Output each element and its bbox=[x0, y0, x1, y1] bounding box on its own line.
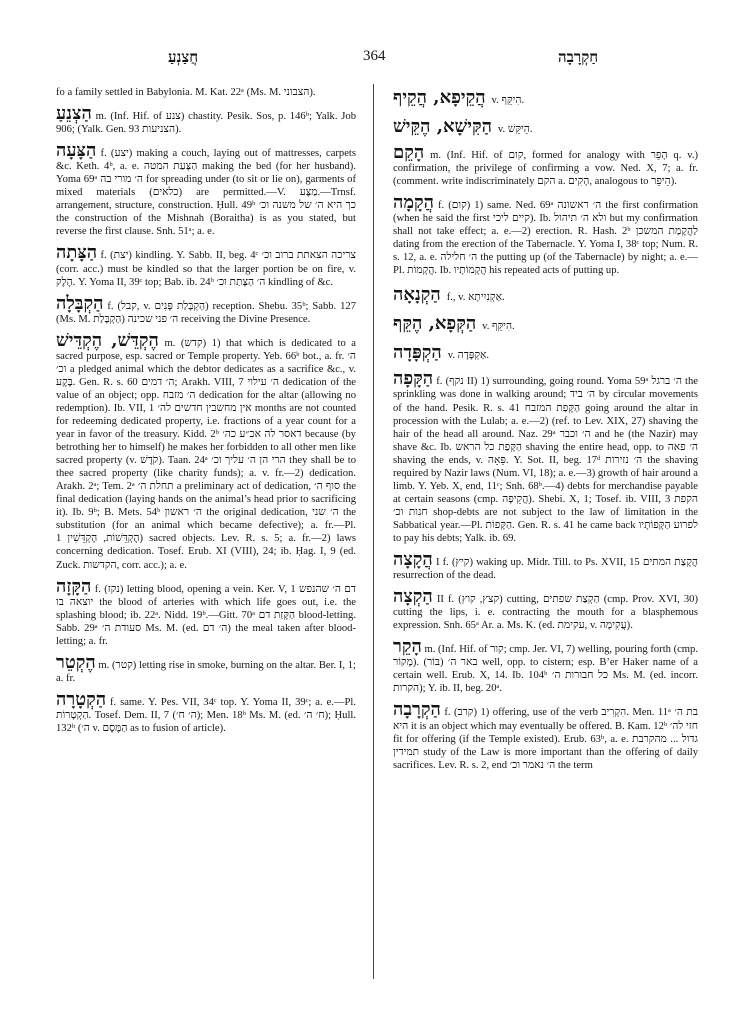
header-right-word: חַקְרָבָה bbox=[558, 48, 599, 66]
right-column bbox=[393, 86, 698, 778]
entry-body: f. same. Y. Pes. VII, 34ᶜ top. Y. Yoma II, 39ᶜ; a. e.—Pl. הַקְטָרוֹת. Tosef. Dem. II, 7 (ה׳ ח׳); Men. 18ᵇ Ms. M. (ed. ח׳ ה׳); Ḥull. 132ᵇ (ה׳ v. הַמֶּסֶם as to fusion of article). bbox=[56, 696, 356, 734]
dictionary-entry bbox=[393, 194, 698, 277]
dictionary-entry bbox=[393, 341, 698, 368]
entry-headword: הַצָּתָה bbox=[56, 242, 98, 264]
entry-headword: הַקְבָּלָה bbox=[56, 292, 104, 314]
entry-headword: הֲקֵיפָא, הֲקֵיף bbox=[393, 87, 486, 108]
entry-headword: הַקְנָאָה bbox=[393, 284, 441, 306]
entry-headword: הָקֵר bbox=[393, 636, 422, 658]
entry-body: f. (יצע) making a couch, laying out of mattresses, carpets &c. Keth. 4ᵇ, a. e. הַצָּעַת המטה making the bed (for her husband). Yoma 69ᵃ ה׳ מורי בה for spreading under (to sit or lie on), garments of mixed materials (כלאים) are permitted.—V. מַצָּע.—Trnsf. arrangement, structure, construction. Ḥull. 49ᵇ כך היא ה׳ של משנה וכ׳ the construction of the Mishnah (Boraitha) is as you stated, but reverse the first clause. Snh. 51ᵃ; a. e. bbox=[56, 148, 356, 238]
running-header bbox=[0, 48, 750, 72]
entry-body: f. (קצץ, קוץ) cutting, הַקְצַת שפתים (cmp. Prov. XVI, 30) cutting the lips, i. e. contracting the mouth for a blasphemous expression. Snh. 65ᵃ Ar. a. Ms. K. (ed. עקימת, v. עֲקִימָה). bbox=[393, 594, 699, 632]
dictionary-entry bbox=[56, 329, 356, 572]
dictionary-entry bbox=[56, 292, 356, 326]
dictionary-entry bbox=[393, 701, 698, 771]
dictionary-entry bbox=[393, 370, 698, 545]
dictionary-entry bbox=[393, 638, 698, 695]
dictionary-entry bbox=[56, 105, 356, 136]
entry-headword: הַקְרָבָה bbox=[393, 699, 441, 721]
entry-headword: הַקְצָה bbox=[393, 586, 433, 608]
entry-headword: הַקִּישָׁא, הֶקֵּישׁ bbox=[393, 116, 492, 137]
entry-body: f., v. אַקְנִיִיתָא. bbox=[446, 292, 505, 304]
column-divider bbox=[373, 84, 374, 979]
entry-homonym-number: II bbox=[436, 594, 444, 606]
entry-homonym-number: I bbox=[435, 557, 440, 569]
entry-body: v. הֵיקֵּשׁ. bbox=[497, 124, 533, 135]
entry-headword: הַקְטָרָה bbox=[56, 688, 107, 710]
entry-body: m. (קטר) letting rise in smoke, burning on the altar. Ber. I, 1; a. fr. bbox=[56, 659, 356, 684]
entry-headword: הַצָּעָה bbox=[56, 140, 97, 162]
dictionary-entry bbox=[393, 588, 698, 632]
entry-body: m. (קדש) 1) that which is dedicated to a sacred purpose, esp. sacred or Temple property. Yeb. 66ᵇ bot., a. fr. ה׳ וכ׳ a pledged animal which the debtor dedicates as a sacrifice &c., v. בֶּקֶע. Gen. R. s. 60 ה׳ דמים; Arakh. VIII, 7 ה׳ עילוי dedication of the value of an object; opp. ה׳ מזבח dedication for the altar (allowing no redemption). Ib. VII, 1 אין מחשבין חדשים לה׳ months are not counted for redeeming dedicated property, i.e. fractions of a year count for a year in favor of the treasury. Kidd. 2ᵇ דאסר לה אכ״ע כה׳ because (by betrothing her to himself) he makes her forbidden to all other men like sacred property (v. קֹדֶשׁ). Taan. 24ᵃ הרי הן ה׳ עליך וכ׳ they shall be to thee sacred property (like charity funds); a. v. fr.—2) dedication. Arakh. 2ᵃ; Tem. 2ᵃ תחלת ה׳ a preliminary act of dedication, סוף ה׳ the final dedication (laying hands on the animal’s head prior to sacrificing it). Ib. 9ᵇ; B. Mets. 54ᵇ ה׳ ראשון the original dedication, ה׳ שני the substitution (for an animal which became defective); a. fr.—Pl. הֶקְדֵּשׁוֹת, הֶקְדֵּשִׁין 1) sacred objects. Lev. R. s. 5; a. fr.—2) laws concerning dedication. Tosef. Erub. XI (VIII), 24; ib. Ḥag. I, 9 (ed. Zuck. הקדשות, corr. acc.); a. e. bbox=[56, 337, 356, 571]
entry-headword: הַקְּפָא, הֶקֵּף bbox=[393, 313, 477, 335]
entry-headword: הָקֵם bbox=[393, 142, 425, 163]
entry-body: f. (קום) 1) same. Ned. 69ᵃ ה׳ ראשונה the first confirmation (when he said the first קיים ליכי). Ib. ולא ה׳ תיהול but my confirmation shall not take effect; a. e.—2) erection. R. Hash. 2ᵇ לַהֲקָמַת המשכן dating from the erection of the Tabernacle. Y. Yoma I, 38ᶜ top; Num. R. s. 12, a. e. ה׳ חלילה the putting up (of the Tabernacle) by night; a. e.—Pl. הֲקָמוֹת. Ib. הֲקָמוֹתָיו his repeated acts of putting up. bbox=[393, 200, 699, 277]
page-number: 364 bbox=[363, 48, 386, 64]
left-column bbox=[56, 86, 356, 741]
dictionary-entry bbox=[56, 651, 356, 685]
dictionary-entry bbox=[393, 86, 698, 113]
entry-body: f. (קרב) 1) offering, use of the verb הִקְרִיב. Men. 11ᵃ בת ה׳ היא it is an object which may eventually be offered. B. Kam. 12ᵇ חזי לה׳ fit for offering (if the Temple existed). Erub. 63ᵇ, a. e. גדול ... מהקרבת תמידין study of the Law is more important than the offering of daily sacrifices. Lev. R. s. 2, end ה׳ נאמר וכ׳ the term bbox=[393, 707, 698, 771]
entry-body: m. (Inf. Hif. of קום, formed for analogy with הָפֵר q. v.) confirmation, the privilege of confirming a vow. Ned. X, 7; a. fr. (comment. write indiscriminately הקם a. הָקִים, analogous to הֵיפֵר). bbox=[393, 150, 699, 188]
entry-body: m. (Inf. Hif. of קור; cmp. Jer. VI, 7) welling, pouring forth (cmp. מָקוֹר). באר ה׳ (בּוֹר) well, opp. to cistern; esp. B’er Haker name of a certain well. Erub. X, 14. Ib. 104ᵇ כל חבורות ה׳ Ms. M. (ed. incorr. הקרות); Y. ib. II, beg. 20ᵃ. bbox=[393, 644, 699, 695]
entry-body: f. (נקף II) 1) surrounding, going round. Yoma 59ᵃ ה׳ ברגל the sprinkling was done in walking around; ה׳ ביד by circular movements of the hand. Pesik. R. s. 41 הַקָּפַת המזבח going around the altar in procession with the Lulab; a. e.—2) (ref. to Lev. XIX, 27) shaving the hair of the head all around. Naz. 29ᵃ ה׳ וכבר and he (the Nazir) may shave &c. Ib. הַקָּפַת כל הראש shaving the entire head, opp. to ה׳ פאה shaving the ends, v. פֵּאָה. Y. Sot. II, beg. 17ᵈ ה׳ נזירות the shaving required by Nazir laws (Num. VI, 18); a. e.—3) growth of hair around a limb. Y. Yeb. X, end, 11ᶜ; Snh. 68ᵇ.—4) debts for merchandise payable at certain seasons (cmp. הֲקֵיפָה). Shebi. X, 1; Tosef. ib. VIII, 3 הקפת חנות וכ׳ shop-debts are not subject to the law of limitation in the Sabbatical year.—Pl. הַקָּפוֹת. Gen. R. s. 41 he came back לפרוע הַקָּפוֹתָיו to pay his debts; Yalk. ib. 69. bbox=[393, 376, 698, 544]
entry-headword: הַקָּזָה bbox=[56, 575, 92, 597]
dictionary-entry bbox=[393, 115, 698, 142]
dictionary-entry bbox=[56, 575, 356, 648]
entry-body: f. (יצת) kindling. Y. Sabb. II, beg. 4ᶜ צריכה הצאתת ברוב וכ׳ (corr. acc.) must be kindled so that the larger portion be on fire, v. הֶלֶק. Y. Yoma II, 39ᶜ top; Bab. ib. 24ᵇ ה׳ הַצָּתַת וכ׳ kindling of &c. bbox=[56, 250, 356, 288]
entry-headword: הַקָּפָה bbox=[393, 368, 434, 390]
dictionary-entry bbox=[393, 283, 698, 310]
entry-headword: הֲקָמָה bbox=[393, 192, 435, 214]
dictionary-entry bbox=[56, 688, 356, 735]
entry-body: f. (נקז) letting blood, opening a vein. Ker. V, 1 דם ה׳ שהנפש יוצאה בו the blood of arteries with which life goes out, i.e. the splashing blood; ib. 22ᵃ. Nidd. 19ᵇ.—Gitt. 70ᵃ הַקָּזַת דם blood-letting. Sabb. 29ᵃ סעודת ה׳ Ms. M. (ed. ה׳ דם) the meal taken after blood-letting; a. fr. bbox=[56, 583, 356, 647]
dictionary-entry bbox=[56, 142, 356, 238]
dictionary-entry bbox=[393, 144, 698, 188]
dictionary-entry bbox=[393, 312, 698, 339]
entry-body: fo a family settled in Babylonia. M. Kat. 22ᵃ (Ms. M. הצבוני). bbox=[56, 87, 316, 98]
entry-body: v. הִיקֵּף. bbox=[491, 95, 525, 106]
entry-headword: הֲקָצָה bbox=[393, 549, 433, 571]
entry-body: m. (Inf. Hif. of צנע) chastity. Pesik. Sos, p. 146ᵇ; Yalk. Job 906; (Yalk. Gen. 93 הצניעות). bbox=[56, 111, 357, 136]
entry-body: v. אַקְפָּדָה. bbox=[447, 350, 490, 362]
entry-headword: הֶקְדֵּשׁ, הֶקְדֵּישׁ bbox=[56, 329, 159, 351]
entry-body: f. (קיץ) waking up. Midr. Till. to Ps. XVII, 15 הֲקָצַת המתים resurrection of the dead. bbox=[393, 557, 699, 582]
dictionary-entry bbox=[393, 551, 698, 582]
entry-headword: הַקְפָּדָה bbox=[393, 342, 442, 364]
entry-body: v. הִיקֵּף. bbox=[482, 321, 515, 333]
entry-headword: הַצְנֵעַ bbox=[56, 103, 92, 125]
dictionary-entry bbox=[56, 86, 356, 99]
entry-headword: הֶקְטֵר bbox=[56, 651, 96, 673]
dictionary-entry bbox=[56, 244, 356, 288]
header-left-word: חֲצַנְעַ bbox=[168, 48, 199, 66]
entry-body: f. (קבל, v. הַקְבָּלַת פָּנִים) reception. Shebu. 35ᵇ; Sabb. 127 (Ms. M. הַקְבָּלַת) ה׳ פני שכינה receiving the Divine Presence. bbox=[56, 300, 356, 325]
